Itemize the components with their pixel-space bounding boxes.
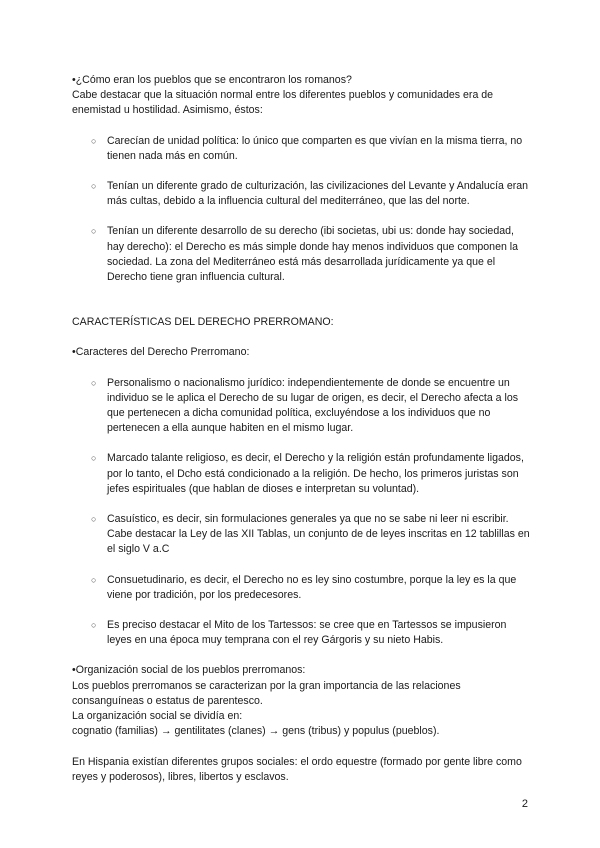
paragraph-intro: Cabe destacar que la situación normal entre los diferentes pueblos y comunidades era de enemistad u hostilidad. Asimismo, éstos:: [72, 89, 494, 117]
list-item: ○ Personalismo o nacionalismo jurídico: independientemente de donde se encuentre un individuo se le aplica el Derecho de su lugar de origen, es decir, el Derecho afecta a los que pertenecen a dicha comunidad política, excluyéndose a los individuos que no pertenecen a ella aunque habiten en el mismo lugar.: [91, 376, 519, 435]
section-heading-pueblos: •¿Cómo eran los pueblos que se encontraron los romanos?: [72, 74, 352, 86]
circle-bullet-icon: ○: [91, 620, 97, 631]
list-item: ○ Es preciso destacar el Mito de los Tartessos: se cree que en Tartessos se impusieron leyes en una época muy temprana con el rey Gárgoris y su nieto Habis.: [91, 619, 507, 647]
page-number: 2: [521, 798, 528, 810]
list-item: ○ Consuetudinario, es decir, el Derecho no es ley sino costumbre, porque la ley es la que viene por tradición, por los predecesores.: [91, 573, 517, 601]
list-item: ○ Tenían un diferente desarrollo de su derecho (ibi societas, ubi us: donde hay sociedad, hay derecho): el Derecho es más simple donde hay menos individuos que componen la sociedad. La zona del Mediterráneo está más desarrollada jurídicamente ya que el Derecho tiene gran influencia cultural.: [91, 225, 519, 284]
paragraph-organizacion-2: La organización social se dividía en:: [72, 710, 243, 723]
list-item: ○ Casuístico, es decir, sin formulaciones generales ya que no se sabe ni leer ni escribir. Cabe destacar la Ley de las XII Tablas, un conjunto de de leyes inscritas en 12 tablillas en el siglo V a.C: [91, 513, 530, 556]
circle-bullet-icon: ○: [91, 181, 97, 192]
paragraph-organizacion-3: cognatio (familias) → gentilitates (clanes) → gens (tribus) y populus (pueblos).: [72, 725, 440, 738]
circle-bullet-icon: ○: [91, 135, 97, 146]
section-heading-caracteres: •Caracteres del Derecho Prerromano:: [72, 346, 250, 359]
paragraph-hispania: En Hispania existían diferentes grupos sociales: el ordo equestre (formado por gente libre como reyes y poderosos), libres, libertos y esclavos.: [72, 755, 522, 783]
list-item: ○ Tenían un diferente grado de culturización, las civilizaciones del Levante y Andalucía eran más cultas, debido a la influencia cultural del mediterráneo, que las del norte.: [91, 180, 529, 208]
list-item: ○ Carecían de unidad política: lo único que comparten es que vivían en la misma tierra, no tienen nada más en común.: [91, 134, 523, 162]
paragraph-organizacion-1: Los pueblos prerromanos se caracterizan por la gran importancia de las relaciones consanguíneas o estatus de parentesco.: [72, 679, 461, 707]
section-heading-organizacion: •Organización social de los pueblos prerromanos:: [72, 664, 306, 677]
circle-bullet-icon: ○: [91, 377, 97, 388]
circle-bullet-icon: ○: [91, 453, 97, 464]
page-content: [72, 73, 532, 785]
list-item: ○ Marcado talante religioso, es decir, el Derecho y la religión están profundamente ligados, por lo tanto, el Dcho está condicionado a la religión. De hecho, los primeros juristas son jefes espirituales (que hablan de dioses e interpretan su voluntad).: [91, 452, 524, 495]
section-title-caracteristicas: CARACTERÍSTICAS DEL DERECHO PRERROMANO:: [72, 316, 334, 329]
bullet-list-caracteres: [72, 376, 532, 649]
circle-bullet-icon: ○: [91, 226, 97, 237]
circle-bullet-icon: ○: [91, 574, 97, 585]
bullet-list-pueblos: [72, 134, 532, 286]
circle-bullet-icon: ○: [91, 514, 97, 525]
